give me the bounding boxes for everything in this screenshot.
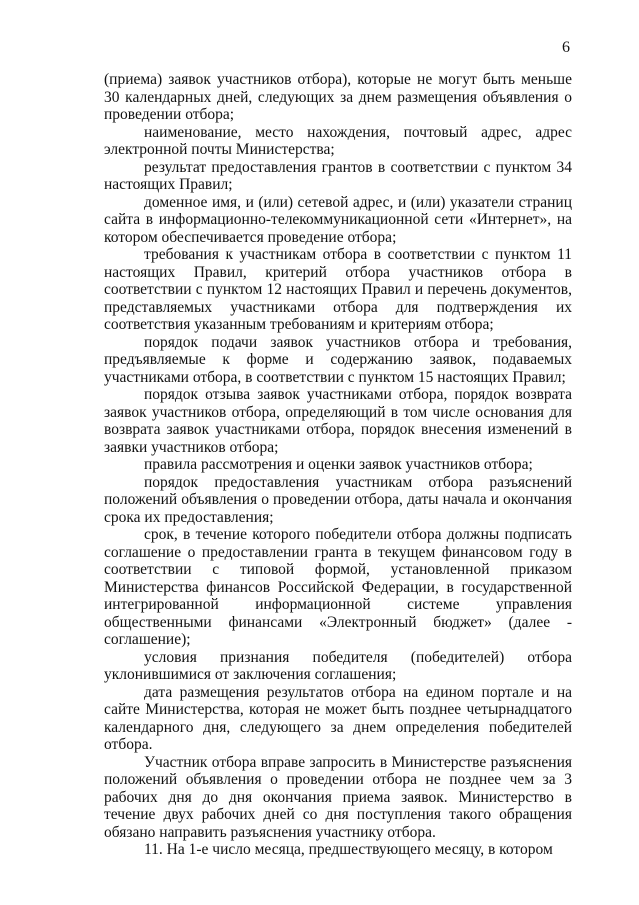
paragraph: порядок отзыва заявок участниками отбора, порядок возврата заявок участников отбора, определяющий в том числе основания для возврата заявок участниками отбора, порядок внесения изменений в заявки участников отбора; — [104, 386, 572, 456]
paragraph: наименование, место нахождения, почтовый адрес, адрес электронной почты Министерства; — [104, 123, 572, 158]
paragraph: (приема) заявок участников отбора), которые не могут быть меньше 30 календарных дней, следующих за днем размещения объявления о проведении отбора; — [104, 71, 572, 123]
paragraph: Участник отбора вправе запросить в Министерстве разъяснения положений объявления о проведении отбора не позднее чем за 3 рабочих дня до дня окончания приема заявок. Министерство в течение двух рабочих дней со дня поступления такого обращения обязано направить разъяснения участнику отбора. — [104, 753, 572, 841]
paragraph: порядок предоставления участникам отбора разъяснений положений объявления о проведении отбора, даты начала и окончания срока их предоставления; — [104, 473, 572, 526]
paragraph: срок, в течение которого победители отбора должны подписать соглашение о предоставлении гранта в текущем финансовом году в соответствии с типовой формой, установленной приказом Министерства финансов Российской Федерации, в государственной интегрированной информационной системе управления общественными финансами «Электронный бюджет» (далее - соглашение); — [104, 526, 572, 648]
paragraph: требования к участникам отбора в соответствии с пунктом 11 настоящих Правил, критерий отбора участников отбора в соответствии с пунктом 12 настоящих Правил и перечень документов, представляемых участниками отбора для подтверждения их соответствия указанным требованиям и критериям отбора; — [104, 246, 572, 333]
paragraph: порядок подачи заявок участников отбора и требования, предъявляемые к форме и содержанию заявок, подаваемых участниками отбора, в соответствии с пунктом 15 настоящих Правил; — [104, 333, 572, 386]
paragraph: доменное имя, и (или) сетевой адрес, и (или) указатели страниц сайта в информационно-телекоммуникационной сети «Интернет», на котором обеспечивается проведение отбора; — [104, 193, 572, 246]
paragraph: дата размещения результатов отбора на едином портале и на сайте Министерства, которая не может быть позднее четырнадцатого календарного дня, следующего за днем определения победителей отбора. — [104, 683, 572, 753]
page-number: 6 — [562, 39, 570, 56]
paragraph: условия признания победителя (победителей) отбора уклонившимися от заключения соглашения; — [104, 648, 572, 683]
paragraph: 11. На 1-е число месяца, предшествующего месяцу, в котором — [144, 841, 553, 858]
document-body — [104, 71, 572, 859]
paragraph: правила рассмотрения и оценки заявок участников отбора; — [144, 456, 533, 473]
paragraph: результат предоставления грантов в соответствии с пунктом 34 настоящих Правил; — [104, 158, 572, 193]
